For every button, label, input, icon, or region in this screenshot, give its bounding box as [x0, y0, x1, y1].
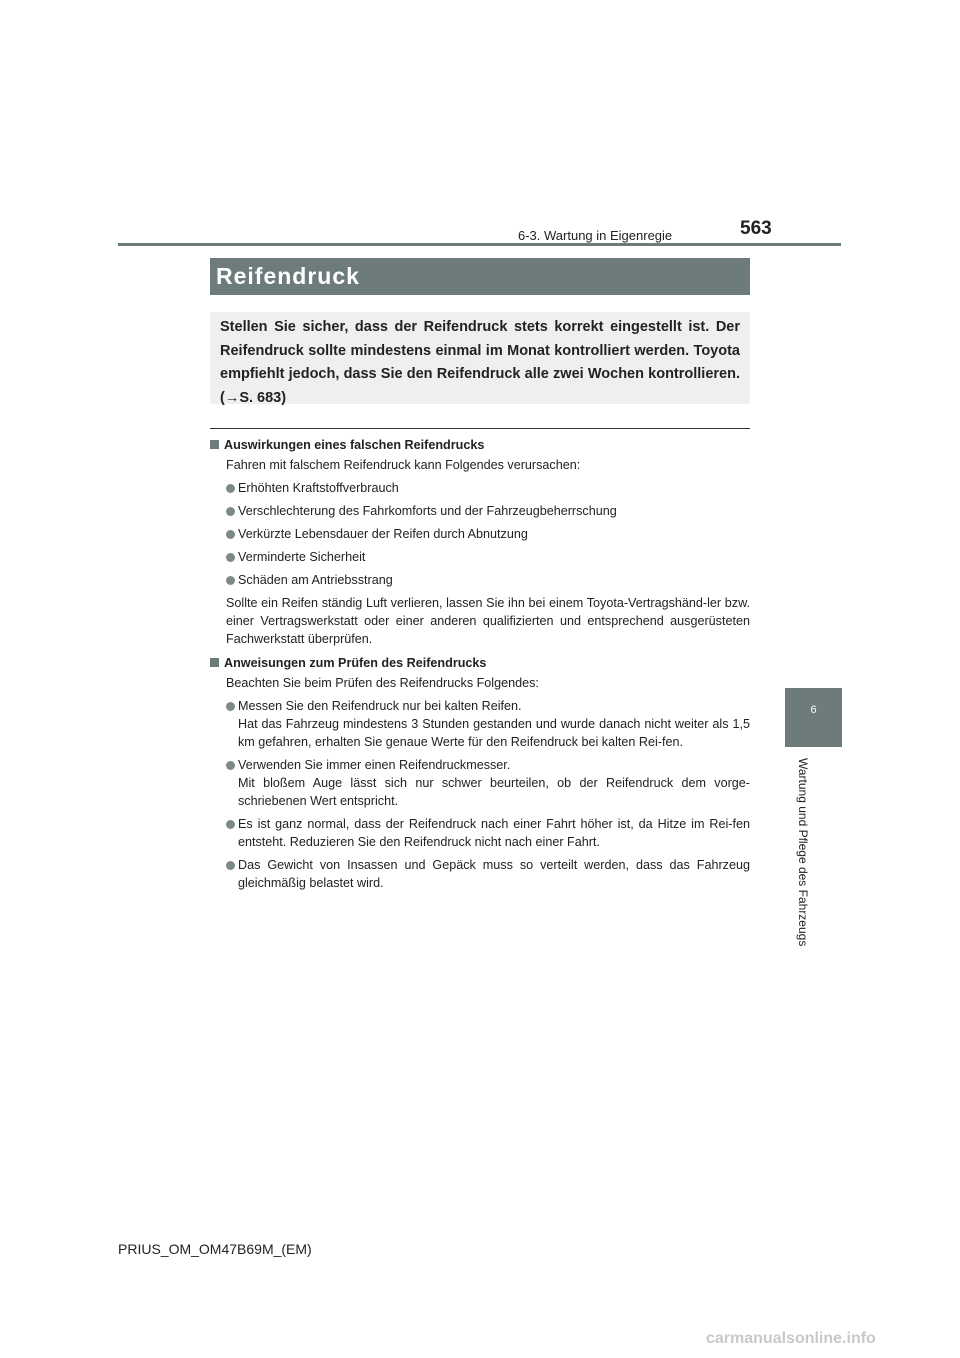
- footer-doc-id: PRIUS_OM_OM47B69M_(EM): [118, 1241, 312, 1257]
- square-bullet-icon: [210, 440, 219, 449]
- list-item: [210, 756, 750, 810]
- bullet-dot-icon: [226, 861, 235, 870]
- list-item: Es ist ganz normal, dass der Reifendruck nach einer Fahrt höher ist, da Hitze im Rei-fen entsteht. Reduzieren Sie den Reifendruck nicht nach einer Fahrt.: [210, 815, 750, 851]
- bullet-dot-icon: [226, 576, 235, 585]
- intro-box: [210, 312, 750, 404]
- header-rule: [118, 243, 841, 246]
- list-item: Erhöhten Kraftstoffverbrauch: [210, 479, 750, 497]
- square-bullet-icon: [210, 658, 219, 667]
- bullet-dot-icon: [226, 484, 235, 493]
- list-item-title: Messen Sie den Reifendruck nur bei kalten Reifen.: [238, 699, 522, 713]
- list-item: Das Gewicht von Insassen und Gepäck muss so verteilt werden, dass das Fahrzeug gleichmäßig belastet wird.: [210, 856, 750, 892]
- list-item: Verschlechterung des Fahrkomforts und der Fahrzeugbeherrschung: [210, 502, 750, 520]
- list-item-detail: Mit bloßem Auge lässt sich nur schwer beurteilen, ob der Reifendruck dem vorge-schriebenen Wert entspricht.: [238, 776, 750, 808]
- page-title: Reifendruck: [216, 263, 360, 289]
- chapter-tab: [785, 688, 842, 747]
- bullet-dot-icon: [226, 761, 235, 770]
- bullet-dot-icon: [226, 702, 235, 711]
- section-lead: Fahren mit falschem Reifendruck kann Folgendes verursachen:: [226, 458, 581, 472]
- section-heading-effects: Auswirkungen eines falschen Reifendrucks: [210, 436, 750, 454]
- header-section-title: 6-3. Wartung in Eigenregie: [518, 228, 673, 243]
- bullet-dot-icon: [226, 507, 235, 516]
- watermark: carmanualsonline.info: [706, 1330, 876, 1347]
- bullet-dot-icon: [226, 553, 235, 562]
- list-item: [210, 697, 750, 751]
- chapter-number: 6: [810, 704, 817, 716]
- intro-text: Stellen Sie sicher, dass der Reifendruck stets korrekt eingestellt ist. Der Reifendruck sollte mindestens einmal im Monat kontrolliert werden. Toyota empfiehlt jedoch, dass Sie den Reifendruck alle zwei Wochen kontrollieren. (→S. 683): [220, 319, 740, 406]
- content: [210, 436, 750, 892]
- list-item: Verminderte Sicherheit: [210, 548, 750, 566]
- section-divider: [210, 428, 750, 429]
- list-item-detail: Hat das Fahrzeug mindestens 3 Stunden gestanden und wurde danach nicht weiter als 1,5 km gefahren, erhalten Sie genaue Werte für den Reifendruck bei kalten Rei-fen.: [238, 717, 750, 749]
- bullet-dot-icon: [226, 530, 235, 539]
- list-item: Verkürzte Lebensdauer der Reifen durch Abnutzung: [210, 525, 750, 543]
- title-bar: [210, 258, 750, 295]
- bullet-dot-icon: [226, 820, 235, 829]
- list-item: Schäden am Antriebsstrang: [210, 571, 750, 589]
- list-item-title: Verwenden Sie immer einen Reifendruckmesser.: [238, 758, 511, 772]
- chapter-label: Wartung und Pflege des Fahrzeugs: [796, 758, 810, 947]
- section-lead: Beachten Sie beim Prüfen des Reifendrucks Folgendes:: [226, 676, 539, 690]
- section-heading-instructions: Anweisungen zum Prüfen des Reifendrucks: [210, 654, 750, 672]
- section-closing: Sollte ein Reifen ständig Luft verlieren, lassen Sie ihn bei einem Toyota-Vertragshänd-ler bzw. einer Vertragswerkstatt oder einer anderen qualifizierten und entsprechend ausgerüsteten Fachwerkstatt überprüfen.: [226, 596, 750, 646]
- page-number: 563: [740, 218, 772, 239]
